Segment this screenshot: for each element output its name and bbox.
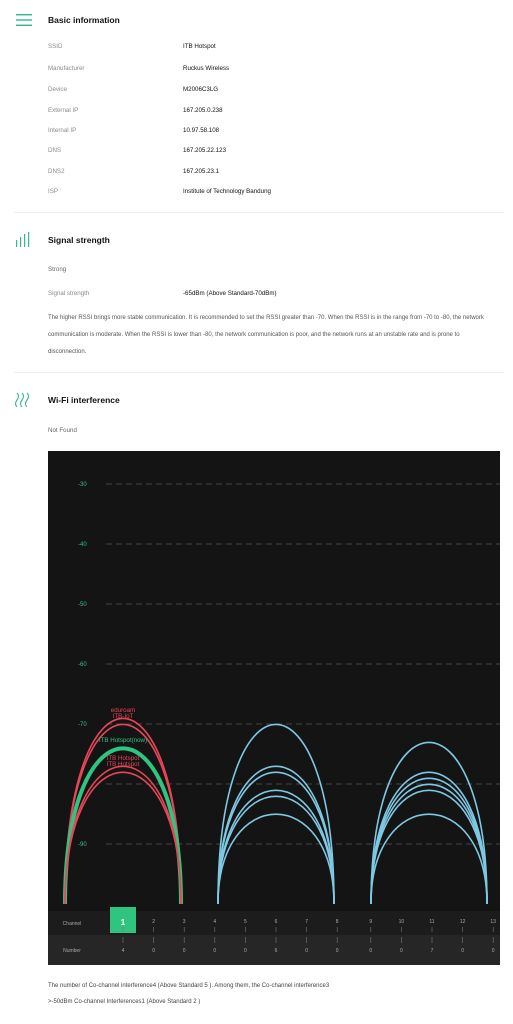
- channel-label: 9: [369, 919, 373, 925]
- info-label: SSID: [48, 43, 63, 50]
- y-tick-label: -30: [78, 482, 87, 488]
- wifi-channel-chart-svg: [48, 451, 500, 965]
- info-row-isp: [48, 188, 498, 202]
- channel-label: 11: [429, 919, 435, 925]
- network-arc: [371, 814, 487, 904]
- info-row-internal-ip: [48, 127, 498, 141]
- basic-info-header: [0, 8, 513, 32]
- info-row-device: [48, 86, 498, 100]
- number-value: 0: [369, 948, 373, 954]
- network-arc: [218, 814, 334, 904]
- channel-label: 3: [182, 919, 186, 925]
- number-value: 0: [182, 948, 186, 954]
- basic-info-title: Basic information: [48, 15, 120, 25]
- y-tick-label: -60: [78, 662, 87, 668]
- info-value: 167.205.0.238: [183, 107, 223, 114]
- channel-row-label: Channel: [62, 921, 82, 927]
- info-value: Ruckus Wireless: [183, 65, 230, 72]
- y-tick-label: -50: [78, 602, 87, 608]
- channel-label: 13: [490, 919, 496, 925]
- info-label: DNS: [48, 147, 62, 154]
- signal-description: The higher RSSI brings more stable communication. It is recommended to set the RSSI greater than -70. When the RSSI is in the range from -70 to -80, the network communication is moderate. When the RSSI is lower than -80, the network communication is poor, and the network runs at an unstable rate and is prone to disconnection.: [48, 315, 484, 355]
- wifi-channel-chart: [48, 451, 500, 965]
- signal-header: [0, 228, 513, 252]
- info-label: Internal IP: [48, 127, 77, 134]
- number-value: 0: [152, 948, 155, 954]
- network-arc: [218, 766, 334, 904]
- section-divider: [14, 212, 504, 213]
- info-value: M2006C3LG: [183, 86, 219, 93]
- y-tick-label: -40: [78, 542, 87, 548]
- info-row-dns2: [48, 168, 498, 182]
- signal-bars-icon: [14, 232, 38, 248]
- y-tick-label: -70: [78, 722, 87, 728]
- number-value: 0: [461, 948, 464, 954]
- channel-label: 4: [213, 919, 217, 925]
- number-value: 0: [335, 948, 339, 954]
- info-row-manufacturer: [48, 65, 498, 79]
- info-label: ISP: [48, 188, 58, 195]
- channel-label: 6: [274, 919, 278, 925]
- network-label: ITB Hotspot(now): [98, 737, 148, 744]
- channel-label: 7: [305, 919, 308, 925]
- network-label: eduroam: [110, 707, 136, 714]
- interference-title: Wi-Fi interference: [48, 395, 120, 405]
- interference-summary-line2: >-50dBm Co-channel Interferences1 (Above Standard 2 ): [48, 999, 201, 1005]
- channel-label: 10: [398, 919, 405, 925]
- network-label: ITB Hotspot: [106, 755, 140, 762]
- network-label: ITB-IoT: [112, 713, 134, 720]
- info-value: Institute of Technology Bandung: [183, 188, 271, 195]
- y-tick-label: -90: [78, 842, 87, 848]
- network-arc: [65, 718, 181, 904]
- info-label: External IP: [48, 107, 79, 114]
- number-value: 7: [430, 948, 434, 954]
- number-row-label: Number: [63, 948, 81, 954]
- interference-status: Not Found: [48, 427, 77, 434]
- number-value: 0: [491, 948, 495, 954]
- number-value: 6: [274, 948, 278, 954]
- signal-level: Strong: [48, 266, 67, 273]
- signal-label: Signal strength: [48, 290, 90, 297]
- info-value: ITB Hotspot: [183, 43, 216, 50]
- section-divider: [14, 372, 504, 373]
- info-label: Device: [48, 86, 67, 93]
- channel-label: 2: [152, 919, 155, 925]
- network-arc: [371, 742, 487, 904]
- network-label: ITB Hotspot: [106, 761, 140, 768]
- menu-icon[interactable]: [14, 12, 38, 28]
- channel-label: 5: [244, 919, 247, 925]
- channel-label: 1: [120, 918, 126, 927]
- channel-label: 8: [335, 919, 339, 925]
- number-value: 0: [244, 948, 247, 954]
- number-value: 0: [305, 948, 308, 954]
- info-value: 167.205.23.1: [183, 168, 220, 175]
- network-arc: [218, 796, 334, 904]
- info-label: DNS2: [48, 168, 65, 175]
- wave-icon: [14, 392, 38, 408]
- channel-label: 12: [459, 919, 466, 925]
- number-value: 0: [213, 948, 217, 954]
- signal-value: -65dBm (Above Standard-70dBm): [183, 290, 277, 297]
- info-value: 10.97.58.108: [183, 127, 220, 134]
- number-value: 4: [121, 948, 125, 954]
- network-arc: [65, 724, 181, 904]
- network-arc: [371, 778, 487, 904]
- info-row-ssid: [48, 43, 498, 57]
- info-label: Manufacturer: [48, 65, 85, 72]
- signal-title: Signal strength: [48, 235, 110, 245]
- info-value: 167.205.22.123: [183, 147, 227, 154]
- info-row-external-ip: [48, 107, 498, 121]
- number-value: 0: [400, 948, 403, 954]
- info-row-dns: [48, 147, 498, 161]
- interference-summary-line1: The number of Co-channel interference4 (Above Standard 5 ). Among them, the Co-channel interference3: [48, 983, 330, 989]
- interference-header: [0, 388, 513, 412]
- signal-strength-row: [48, 290, 498, 304]
